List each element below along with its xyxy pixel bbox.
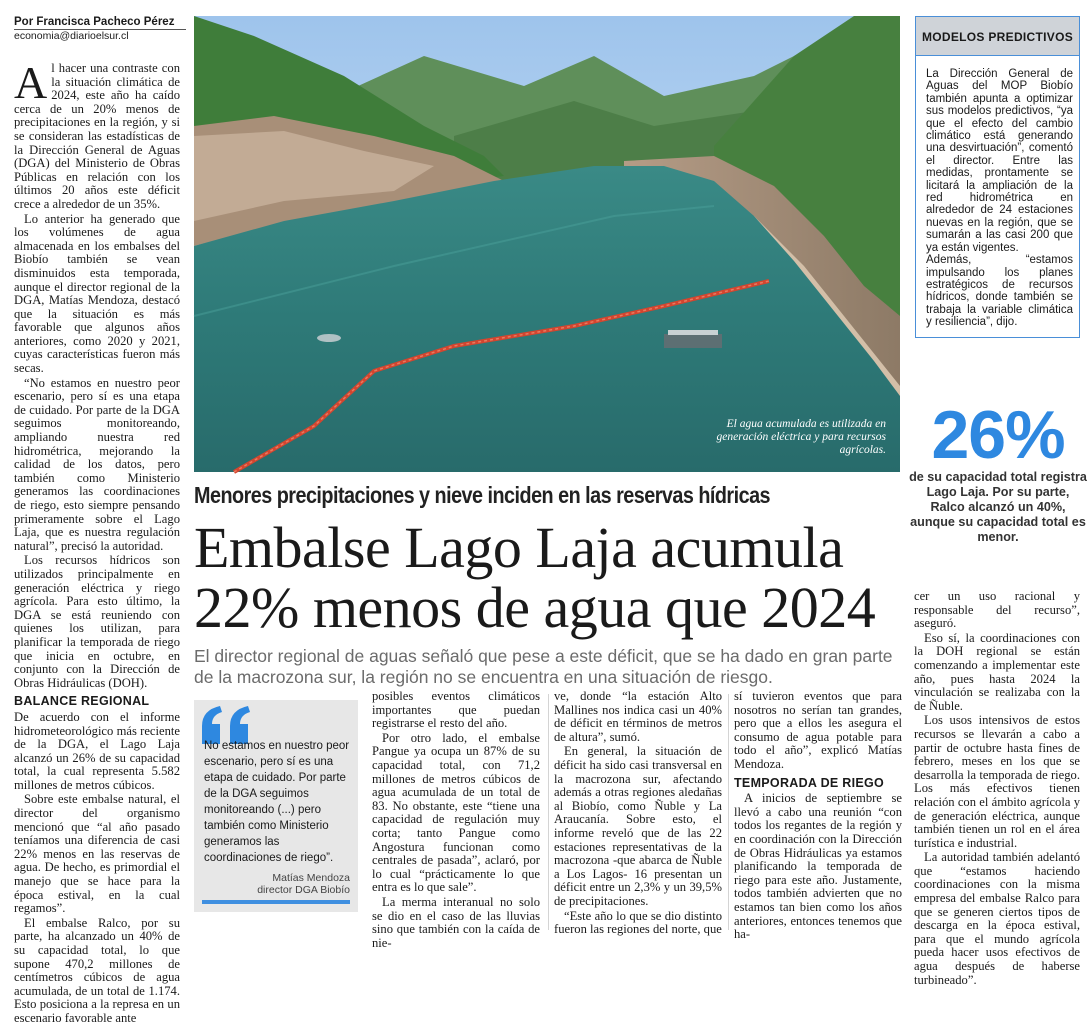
quote-author [257, 872, 350, 896]
drop-cap: A [14, 57, 48, 108]
paragraph: La merma interanual no solo se dio en el caso de las lluvias sino que también con la caída de nie- [372, 894, 540, 950]
stat-value: 26% [931, 397, 1065, 473]
sidebar-body [916, 56, 1079, 329]
deck: El director regional de aguas señaló que pese a este déficit, que se ha dado en gran parte de la macrozona sur, la región no se encuentra en una situación de riesgo. [194, 646, 893, 687]
article-column-2 [372, 689, 540, 950]
headline-line-2: 22% menos de agua que 2024 [194, 575, 876, 640]
paragraph: cer un uso racional y responsable del recurso”, aseguró. [914, 589, 1080, 631]
sidebar-paragraph: La Dirección General de Aguas del MOP Biobío también apunta a optimizar sus modelos predictivos, “ya que el efecto del cambio climático está generando una desvirtuación”, comentó el director. Entre las medidas, prontamente se licitará la ampliación de la red hidrométrica en alrededor de 24 estaciones nuevas en la región, que se sumarán a las casi 200 que ya están vigentes. [926, 68, 1073, 254]
article-column-1 [14, 57, 180, 1025]
paragraph: Sobre este embalse natural, el director del organismo mencionó que “al año pasado teníamos una diferencia de casi 22% menos en las reservas de agua. De hecho, es primordial el manejo que se hace para la época estival, en la cual regamos”. [14, 792, 180, 916]
paragraph: sí tuvieron eventos que para nosotros no serían tan grandes, pero que a ellos les asegura el consumo de agua potable para todo el año”, explicó Matías Mendoza. [734, 689, 902, 771]
paragraph: Eso sí, la coordinaciones con la DOH regional se están comenzando a implementar este año, pues hasta 2024 la vinculación se realizaba con la de Ñuble. [914, 630, 1080, 713]
sidebar-title: MODELOS PREDICTIVOS [916, 17, 1079, 56]
subhead-temporada-de-riego: TEMPORADA DE RIEGO [734, 775, 885, 790]
article-column-4 [734, 689, 902, 942]
quote-author-role: director DGA Biobío [257, 884, 350, 896]
headline-line-1: Embalse Lago Laja acumula [194, 515, 844, 580]
kicker: Menores precipitaciones y nieve inciden en las reservas hídricas [194, 482, 771, 508]
sidebar-box [915, 16, 1080, 338]
paragraph: ve, donde “la estación Alto Mallines nos indica casi un 40% de déficit en términos de metros de altura”, sumó. [554, 689, 722, 744]
byline-rule [14, 29, 186, 30]
paragraph: “No estamos en nuestro peor escenario, pero sí es una etapa de cuidado. Por parte de la DGA seguimos monitoreando, ampliando nuestra red hidrométrica, mejorando la calidad de los datos, pero también como Ministerio generamos las coordinaciones de riego, esto siempre pensando primeramente sobre el Lago Laja, que es nuestra regulación natural”, precisó la autoridad. [14, 375, 180, 553]
stat-description: de su capacidad total registra Lago Laja. Por su parte, Ralco alcanzó un 40%, aunque su capacidad total es menor. [909, 470, 1087, 544]
author-name: Por Francisca Pacheco Pérez [14, 16, 175, 28]
paragraph: Los recursos hídricos son utilizados principalmente en generación eléctrica y riego agrícola. Para esto último, la DGA se está reuniendo con quienes los utilizan, para planificar la temporada de riego que inicia en octubre, en conjunto con la Dirección de Obras Hidráulicas (DOH). [14, 553, 180, 690]
quote-text: No estamos en nuestro peor escenario, pero sí es una etapa de cuidado. Por parte de la DGA seguimos monitoreando (...) pero también como Ministerio generamos las coordinaciones de riego”. [204, 740, 350, 864]
lead-text: l hacer una contraste con la situación climática de 2024, este año ha caído cerca de un 20% menos de precipitaciones en la región, y si se consideran las estadísticas de la Dirección General de Aguas (DGA) del Ministerio de Obras Públicas en relación con los últimos 20 años este déficit crece a alrededor de un 35%. [14, 61, 180, 211]
paragraph: “Este año lo que se dio distinto fueron las regiones del norte, que [554, 908, 722, 937]
quote-accent-bar [202, 900, 350, 904]
byline [14, 16, 174, 42]
paragraph: De acuerdo con el informe hidrometeorológico más reciente de la DGA, el Lago Laja alcanzó un 26% de su capacidad total, la cual representa 5.582 millones de metros cúbicos. [14, 709, 180, 792]
sidebar-paragraph: Además, “estamos impulsando los planes estratégicos de recursos hídricos, donde también se trabaja la variable climática y resiliencia”, dijo. [926, 254, 1073, 329]
paragraph: Lo anterior ha generado que los volúmenes de agua almacenada en los embalses del Biobío también se vean disminuidos esta temporada, aunque el director regional de la DGA, Matías Mendoza, destacó que la situación es más favorable que algunos años anteriores, como 2020 y 2021, cuyas características fueron más secas. [14, 211, 180, 376]
paragraph: A inicios de septiembre se llevó a cabo una reunión “con todos los regantes de la región y en coordinación con la Dirección de Obras Hidráulicas ya estamos planificando la temporada de riego para este año. Justamente, todos también advierten que no estamos tan bien como los años anteriores, entonces tenemos que ha- [734, 791, 902, 942]
photo-caption: El agua acumulada es utilizada en generación eléctrica y para recursos agrícolas. [716, 418, 886, 456]
paragraph: El embalse Ralco, por su parte, ha alcanzado un 40% de su capacidad total, lo que supone 470,2 millones de centímetros cúbicos de agua acumulada, de un total de 1.174. Esto posiciona a la represa en un escenario favorable ante [14, 915, 180, 1025]
paragraph: En general, la situación de déficit ha sido casi transversal en la macrozona sur, afectando además a otras regiones aledañas al Biobío, como Ñuble y La Araucanía. Sobre esto, el informe reveló que de las 22 estaciones representativas de la macrozona -que abarca de Ñuble a Los Lagos- 16 presentan un déficit entre un 2,3% y un 39,5% de precipitaciones. [554, 744, 722, 908]
column-divider [548, 694, 549, 930]
article-column-3 [554, 689, 722, 937]
subhead-balance-regional: BALANCE REGIONAL [14, 694, 150, 709]
reservoir-photo [194, 16, 900, 472]
paragraph: posibles eventos climáticos importantes que puedan registrarse el resto del año. [372, 689, 540, 731]
headline [194, 515, 876, 640]
article-column-5 [914, 589, 1080, 987]
author-email[interactable]: economia@diarioelsur.cl [14, 30, 129, 42]
paragraph: La autoridad también adelantó que “estamos haciendo coordinaciones con la misma empresa del embalse Ralco para que se generen ciertos tipos de descarga en la época estival, para que el mundo agrícola pueda hacer usos efectivos de agua después de haberse turbineado”. [914, 850, 1080, 987]
paragraph: Por otro lado, el embalse Pangue ya ocupa un 87% de su capacidad total, con 71,2 millones de metros cúbicos de agua acumulada de un total de 83. No obstante, este “tiene una capacidad de regulación muy corta; tanto Pangue como Angostura funcionan como centrales de pasada”, aclaró, por lo cual “prácticamente lo que entra es lo que sale”. [372, 730, 540, 895]
column-divider [728, 694, 729, 930]
quote-author-name: Matías Mendoza [272, 872, 350, 884]
paragraph: Los usos intensivos de estos recursos se llevarán a cabo a partir de octubre hasta fines de febrero, meses en los que se desarrolla la temporada de riego. Los más efectivos tienen relación con el ámbito agrícola y de generación eléctrica, aunque también tienen un rol en el área turística e industrial. [914, 713, 1080, 850]
pull-quote [194, 700, 358, 912]
lead-paragraph [14, 57, 180, 212]
